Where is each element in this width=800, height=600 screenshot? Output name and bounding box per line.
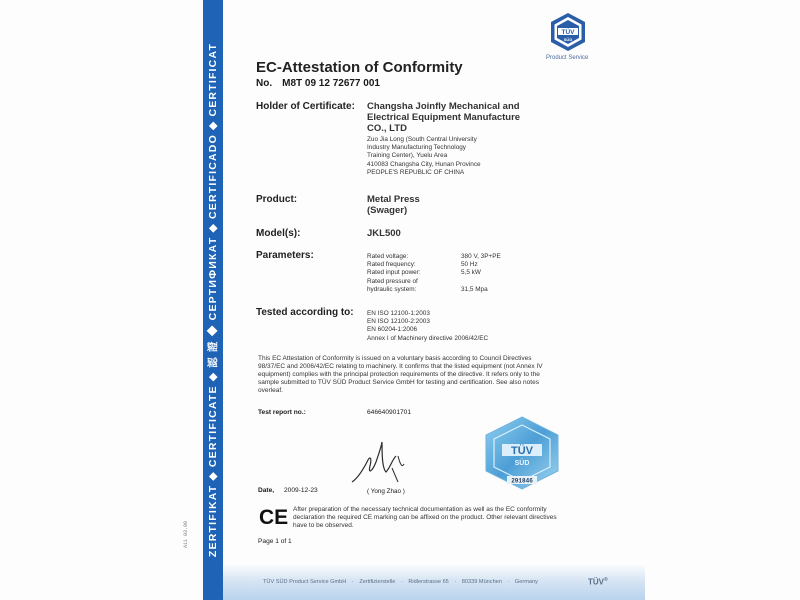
footer-logo-text: TÜV [588, 577, 604, 587]
holder-label: Holder of Certificate: [256, 101, 355, 112]
parameter-values [461, 253, 521, 294]
parameter-value: 50 Hz [461, 261, 478, 269]
holder-name: Changsha Joinfly Mechanical and Electrical Equipment Manufacture CO., LTD [367, 101, 521, 134]
number-value: M8T 09 12 72677 001 [282, 78, 380, 89]
address-line: 410083 Changsha City, Hunan Province [367, 160, 481, 168]
certificate-number [256, 78, 380, 89]
page-number: Page 1 of 1 [258, 538, 292, 545]
parameter-name: Rated pressure of [367, 277, 418, 285]
address-line: Zuo Jia Long (South Central University [367, 136, 477, 143]
logo-brand: TÜV [561, 29, 575, 36]
standard-item: EN ISO 12100-1:2003 [367, 310, 430, 317]
statement-paragraph: This EC Attestation of Conformity is issued on a voluntary basis according to Council Directives 98/37/EC and 2006/42/EC relating to machinery. It confirms that the listed equipment (not Annex IV equipment) complies with the principal protection requirements of the directive. It refers only to the sample submitted to TÜV SÜD Product Service GmbH for testing and certification. See also notes overleaf. [258, 355, 543, 395]
footer-separator: · [454, 579, 457, 585]
hologram-serial: 291846 [511, 477, 533, 485]
certificate-title: EC-Attestation of Conformity [256, 59, 463, 76]
parameter-value: 380 V, 3P+PE [461, 253, 501, 260]
test-report-value: 646640901701 [367, 409, 412, 416]
document-code: A11 03.09 [183, 520, 189, 548]
footer-part: 80339 München [461, 579, 502, 585]
side-band-text: ZERTIFIKAT ◆ CERTIFICATE ◆ 認 證 ◆ СЕРТИФИКАТ ◆ CERTIFICADO ◆ CERTIFICAT [207, 42, 219, 558]
tuv-sud-logo-icon [548, 12, 588, 52]
tested-label: Tested according to: [256, 307, 354, 318]
standard-item: Annex I of Machinery directive 2006/42/EC [367, 334, 489, 342]
hologram-brand: TÜV [511, 445, 533, 457]
footer-part: Germany [514, 579, 538, 585]
product-label: Product: [256, 194, 298, 205]
signer-name: ( Yong Zhao ) [367, 488, 405, 495]
ce-text: After preparation of the necessary technical documentation as well as the EC conformity declaration the required CE marking can be affixed on the product. Other relevant directives have to be observed. [293, 506, 557, 530]
footer-separator: · [400, 579, 403, 585]
number-label: No. [256, 78, 273, 89]
product-value [367, 194, 420, 216]
parameter-name: Rated voltage: [367, 253, 409, 260]
parameter-names [367, 253, 447, 294]
standard-item: EN 60204-1:2006 [367, 326, 418, 334]
address-line: Industry Manufacturing Technology [367, 144, 466, 152]
parameter-value [461, 278, 521, 286]
parameter-value: 5,5 kW [461, 269, 481, 277]
models-label: Model(s): [256, 228, 301, 239]
ce-mark-text: CE [259, 506, 289, 527]
footer-part: Zertifizierstelle [359, 579, 396, 585]
footer-logo [588, 577, 608, 587]
logo-caption: Product Service [546, 55, 589, 61]
side-band [203, 0, 223, 600]
product-line: (Swager) [367, 205, 408, 216]
product-line: Metal Press [367, 194, 420, 205]
footer-address [263, 579, 542, 585]
footer-part: TÜV SÜD Product Service GmbH [263, 579, 347, 585]
hologram-sub-brand: SÜD [514, 460, 530, 467]
footer-separator: · [351, 579, 354, 585]
parameter-name: Rated input power: [367, 269, 421, 277]
date-label: Date, [258, 487, 275, 494]
ce-mark-icon [258, 505, 290, 527]
signature-icon [348, 438, 418, 488]
tested-standards [367, 310, 527, 343]
date-value: 2009-12-23 [284, 487, 318, 494]
footer-separator: · [507, 579, 510, 585]
parameters-label: Parameters: [256, 250, 314, 261]
hologram-seal-icon [484, 416, 560, 490]
address-line: Training Center), Yuelu Area [367, 152, 448, 160]
address-line: PEOPLE'S REPUBLIC OF CHINA [367, 168, 465, 176]
footer-logo-mark: ® [604, 577, 608, 583]
parameter-value: 31,5 Mpa [461, 285, 488, 293]
footer-part: Ridlerstrasse 65 [408, 579, 449, 585]
parameter-name: hydraulic system: [367, 285, 417, 293]
test-report-label: Test report no.: [258, 409, 306, 416]
standard-item: EN ISO 12100-2:2003 [367, 318, 430, 326]
parameter-name: Rated frequency: [367, 261, 416, 269]
models-value: JKL500 [367, 228, 401, 239]
holder-address [367, 136, 507, 177]
logo-sub-brand: SÜD [563, 37, 573, 42]
